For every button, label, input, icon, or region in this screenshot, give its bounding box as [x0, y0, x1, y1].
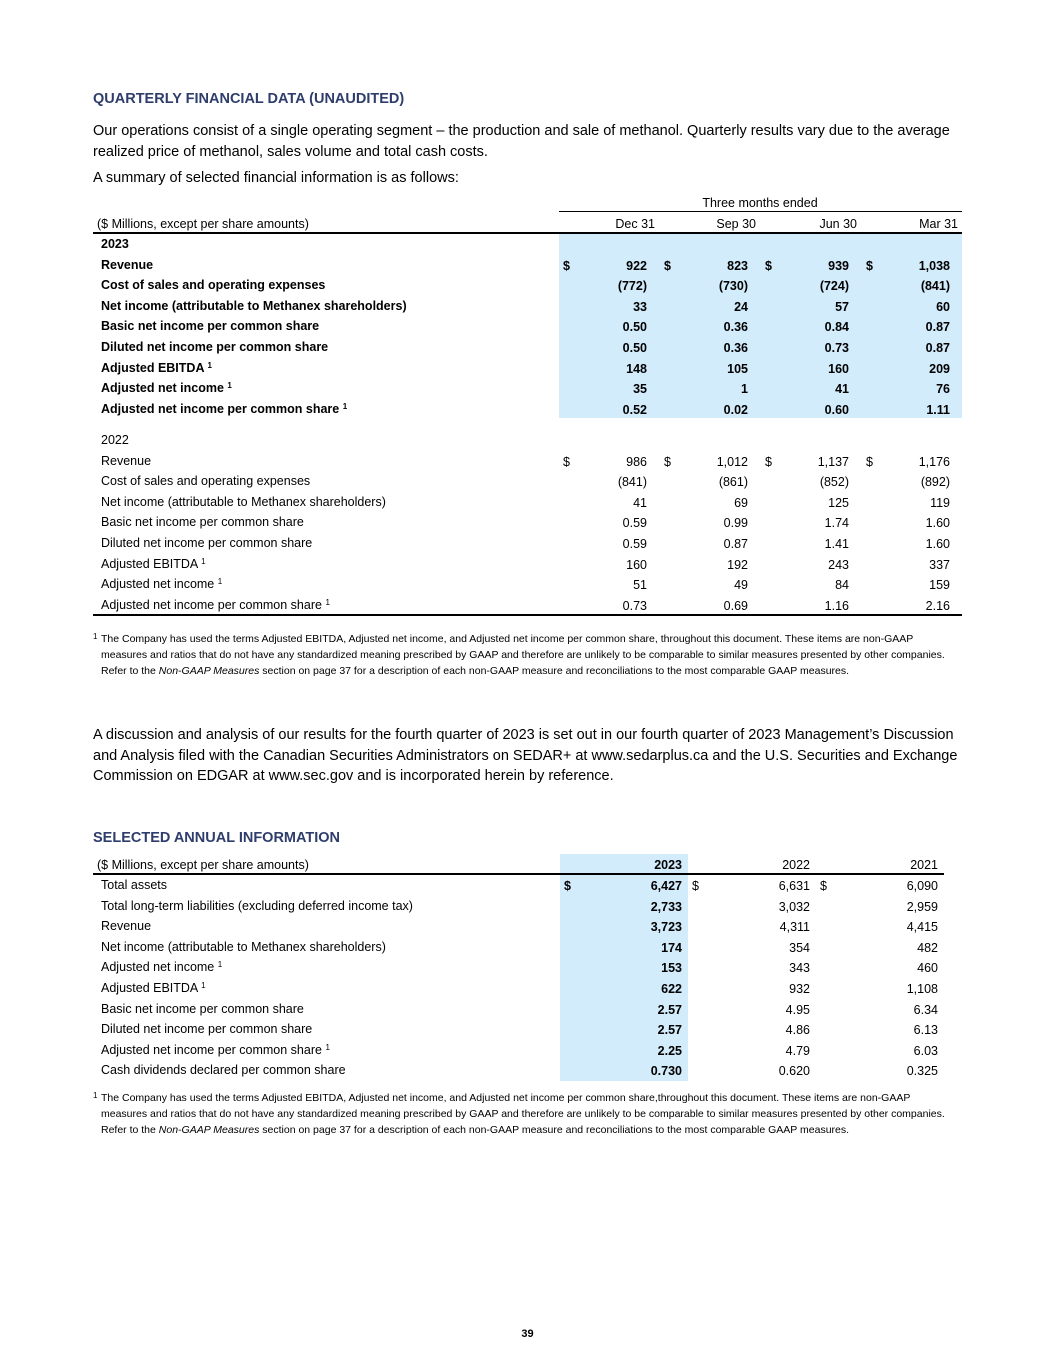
table-cell: 84 [835, 578, 849, 593]
row-label-text: Diluted net income per common share [101, 340, 329, 354]
currency-symbol: $ [664, 454, 671, 469]
footnote-reference: 1 [342, 401, 348, 411]
row-label-text: Adjusted net income [101, 381, 224, 396]
table-cell: 153 [661, 961, 682, 976]
column-header: 2021 [910, 858, 938, 872]
table-cell: 33 [633, 299, 647, 314]
row-label [101, 576, 222, 592]
currency-symbol: $ [765, 454, 772, 469]
table-cell: (730) [718, 279, 748, 294]
row-label [101, 360, 212, 376]
row-label-text: Adjusted net income per common share [101, 401, 340, 416]
page-number: 39 [521, 1328, 534, 1340]
footnote-reference: 1 [325, 597, 330, 607]
footnote-reference: 1 [207, 360, 212, 370]
table-cell: 986 [626, 454, 647, 469]
footnote-marker: 1 [93, 632, 98, 641]
row-label-text: Adjusted net income [101, 960, 215, 975]
table-cell: (841) [617, 475, 647, 490]
table-cell: 6.13 [913, 1023, 938, 1038]
table-cell: 24 [734, 299, 748, 314]
table-cell: 51 [633, 578, 647, 593]
table-cell: 1.41 [824, 537, 849, 551]
table-cell: 0.02 [723, 402, 748, 417]
year-label: 2022 [101, 433, 129, 447]
quarterly-intro-paragraph: Our operations consist of a single operating segment – the production and sale of methanol. Quarterly results vary due to the average realized price of methanol, sales volume and total cash costs. [93, 123, 950, 160]
row-label-text: Diluted net income per common share [101, 536, 313, 550]
table-cell: 6.34 [913, 1002, 938, 1017]
table-cell: 125 [828, 495, 849, 510]
table-bottom-rule [93, 614, 962, 616]
row-label-text: Basic net income per common share [101, 319, 320, 334]
table-cell: 622 [661, 982, 682, 996]
footnote-reference: 1 [217, 577, 223, 587]
column-header: Sep 30 [716, 217, 756, 231]
row-label-text: Cost of sales and operating expenses [101, 278, 326, 293]
row-label [101, 473, 310, 489]
column-header: Dec 31 [615, 217, 655, 231]
table-cell: 4.79 [785, 1043, 810, 1058]
table-cell: 0.84 [824, 320, 849, 335]
row-label [101, 318, 319, 334]
row-label [101, 1062, 346, 1078]
table-cell: 2.57 [657, 1023, 682, 1038]
column-header: Mar 31 [919, 217, 958, 231]
row-label [101, 257, 153, 273]
row-label-text: Revenue [101, 257, 154, 272]
footnote-text-end: section on page 37 for a description of each non-GAAP measure and reconciliations to the most comparable GAAP measures. [259, 665, 850, 677]
table-cell: 1 [741, 382, 748, 397]
table-cell: 41 [633, 495, 647, 510]
table-cell: 0.73 [824, 341, 849, 355]
row-label-text: Adjusted EBITDA [101, 360, 205, 375]
row-label [101, 1042, 330, 1058]
row-label-text: Revenue [101, 919, 152, 934]
currency-symbol: $ [866, 258, 873, 273]
table-cell: 4,311 [779, 920, 810, 935]
table-cell: 1.74 [824, 516, 849, 531]
footnote-reference: 1 [201, 556, 206, 566]
footnote-reference: 1 [217, 960, 223, 970]
row-label-text: Revenue [101, 453, 152, 468]
row-label-text: Cost of sales and operating expenses [101, 474, 311, 489]
currency-symbol: $ [564, 879, 571, 893]
row-label-text: Adjusted net income per common share [101, 1042, 322, 1057]
table-cell: 2,959 [906, 899, 938, 914]
table-cell: 0.87 [925, 320, 950, 335]
row-label [101, 980, 206, 996]
table-cell: 1.60 [925, 516, 950, 531]
table-cell: (841) [920, 279, 950, 294]
year-label: 2023 [101, 237, 129, 251]
quarterly-title: QUARTERLY FINANCIAL DATA (UNAUDITED) [93, 91, 405, 107]
table-cell: 1.16 [824, 598, 849, 613]
column-header: 2022 [782, 858, 810, 872]
row-label [101, 898, 413, 914]
footnote-link-text: Non-GAAP Measures [158, 665, 260, 677]
footnote-reference: 1 [201, 981, 206, 990]
table-cell: 1.11 [926, 402, 950, 417]
currency-symbol: $ [563, 454, 570, 469]
table-cell: 1,176 [918, 454, 950, 469]
annual-footnote [93, 1090, 953, 1138]
table-cell: 0.59 [622, 537, 647, 551]
row-label [101, 401, 347, 417]
table-cell: 0.36 [723, 341, 748, 355]
units-label: ($ Millions, except per share amounts) [97, 217, 309, 231]
table-cell: 343 [789, 961, 810, 976]
table-cell: 0.325 [906, 1064, 938, 1079]
footnote-text-end: section on page 37 for a description of each non-GAAP measure and reconciliations to the most comparable GAAP measures. [259, 1124, 850, 1136]
table-cell: 76 [936, 382, 950, 397]
table-cell: 0.60 [824, 402, 849, 417]
table-cell: 6.03 [913, 1043, 938, 1058]
table-cell: 0.50 [622, 341, 647, 355]
table-cell: 460 [917, 961, 938, 976]
table-cell: 192 [727, 557, 748, 572]
table-cell: 60 [936, 299, 950, 314]
footnote-reference: 1 [227, 381, 232, 391]
row-label [101, 514, 304, 530]
table-cell: 160 [828, 361, 849, 376]
table-cell: 6,631 [778, 879, 810, 893]
row-label [101, 339, 328, 355]
row-label-text: Total assets [101, 878, 168, 892]
table-cell: 6,090 [906, 879, 938, 893]
table-cell: 69 [734, 495, 748, 510]
table-cell: 148 [626, 361, 647, 376]
table-cell: 105 [727, 361, 748, 376]
table-cell: 0.99 [723, 516, 748, 531]
row-label-text: Basic net income per common share [101, 515, 304, 530]
row-label-text: Cash dividends declared per common share [101, 1063, 346, 1078]
row-label [101, 597, 330, 613]
table-cell: 4.95 [785, 1002, 810, 1017]
table-cell: 1,038 [918, 258, 950, 273]
row-label-text: Net income (attributable to Methanex shareholders) [101, 298, 407, 313]
table-cell: 4.86 [785, 1023, 810, 1038]
table-cell: 932 [789, 982, 810, 996]
table-cell: 482 [917, 940, 938, 955]
table-cell: 2.25 [657, 1043, 682, 1058]
table-cell: 119 [930, 495, 950, 510]
quarterly-summary-sentence: A summary of selected financial information is as follows: [93, 170, 459, 186]
footnote-text: The Company has used the terms Adjusted EBITDA, Adjusted net income, and Adjusted net income per common share, throughout this document. These items are non-GAAP measures and ratios that do not have any standardized meaning prescribed by GAAP and therefore are unlikely to be comparable to similar measures presented by other companies. Refer to the [101, 633, 945, 677]
footnote-text: The Company has used the terms Adjusted EBITDA, Adjusted net income, and Adjusted net income per common share,throughout this document. These items are non-GAAP measures and ratios that do not have any standardized meaning prescribed by GAAP and therefore are unlikely to be comparable to similar measures presented by other companies. Refer to the [101, 1092, 945, 1136]
table-cell: 1,137 [817, 454, 849, 469]
table-cell: 2,733 [650, 899, 682, 914]
header-bottom-rule [93, 232, 962, 234]
table-cell: 41 [835, 382, 849, 397]
row-label-text: Adjusted EBITDA [101, 556, 198, 571]
table-cell: 6,427 [650, 879, 682, 893]
table-cell: 159 [929, 578, 950, 593]
row-label-text: Diluted net income per common share [101, 1022, 313, 1037]
currency-symbol: $ [820, 879, 827, 893]
table-cell: 49 [734, 578, 748, 593]
annual-title: SELECTED ANNUAL INFORMATION [93, 830, 341, 846]
row-label [101, 939, 386, 955]
table-cell: 0.59 [622, 516, 647, 531]
table-cell: 922 [626, 258, 647, 273]
table-cell: 35 [633, 382, 647, 397]
table-cell: 354 [789, 940, 810, 955]
header-bottom-rule [93, 873, 944, 875]
table-cell: 0.73 [622, 598, 647, 613]
row-label-text: Adjusted net income per common share [101, 597, 322, 612]
table-cell: 1.60 [925, 537, 950, 551]
units-label: ($ Millions, except per share amounts) [97, 858, 309, 872]
row-label-text: Adjusted net income [101, 577, 215, 592]
table-cell: 57 [835, 299, 849, 314]
currency-symbol: $ [664, 258, 671, 273]
row-label [101, 918, 151, 934]
row-label [101, 877, 167, 893]
table-cell: 243 [828, 557, 849, 572]
row-label [101, 298, 407, 314]
currency-symbol: $ [866, 454, 873, 469]
header-group-label: Three months ended [702, 196, 818, 210]
currency-symbol: $ [563, 258, 570, 273]
table-cell: 2.57 [657, 1002, 682, 1017]
table-cell: 4,415 [906, 920, 938, 935]
table-cell: 0.87 [723, 537, 748, 551]
table-cell: 1,012 [716, 454, 748, 469]
table-cell: 174 [661, 940, 682, 955]
row-label-text: Basic net income per common share [101, 1001, 304, 1016]
row-label [101, 1001, 304, 1017]
table-cell: 823 [727, 258, 748, 273]
row-label [101, 556, 206, 572]
row-label-text: Net income (attributable to Methanex shareholders) [101, 494, 386, 509]
table-cell: 160 [626, 557, 647, 572]
table-cell: 0.50 [622, 320, 647, 335]
column-header: 2023 [654, 858, 682, 872]
discussion-paragraph: A discussion and analysis of our results for the fourth quarter of 2023 is set out in our fourth quarter of 2023 Management’s Discussion and Analysis filed with the Canadian Securities Administrators on SEDAR+ at www.sedarplus.ca and the U.S. Securities and Exchange Commission on EDGAR at www.sec.gov and is incorporated herein by reference. [93, 727, 958, 784]
table-cell: (852) [819, 475, 849, 490]
quarterly-footnote [93, 631, 953, 679]
currency-symbol: $ [765, 258, 772, 273]
row-label [101, 959, 222, 975]
table-cell: 3,032 [778, 899, 810, 914]
row-label-text: Net income (attributable to Methanex shareholders) [101, 939, 386, 954]
row-label [101, 277, 325, 293]
header-group-rule [559, 211, 962, 212]
table-cell: (772) [617, 279, 647, 294]
row-label-text: Adjusted EBITDA [101, 981, 198, 995]
row-label [101, 1021, 312, 1037]
table-cell: 209 [929, 361, 950, 376]
table-cell: (892) [920, 475, 950, 490]
row-label [101, 453, 151, 469]
table-cell: 3,723 [650, 920, 682, 935]
table-cell: 0.69 [723, 598, 748, 613]
footnote-link-text: Non-GAAP Measures [158, 1124, 260, 1136]
footnote-marker: 1 [93, 1091, 98, 1100]
row-label [101, 380, 232, 396]
table-cell: 1,108 [906, 982, 938, 996]
table-cell: 337 [929, 557, 950, 572]
currency-symbol: $ [692, 879, 699, 893]
row-label-text: Total long-term liabilities (excluding deferred income tax) [101, 898, 413, 913]
row-label [101, 535, 312, 551]
table-cell: 0.620 [778, 1064, 810, 1079]
table-cell: (724) [819, 279, 849, 294]
table-cell: 0.87 [925, 341, 950, 355]
column-header: Jun 30 [819, 217, 857, 231]
table-cell: 0.730 [650, 1064, 682, 1079]
table-cell: 939 [828, 258, 849, 273]
table-cell: 0.36 [723, 320, 748, 335]
table-cell: 0.52 [622, 402, 647, 417]
table-cell: 2.16 [925, 598, 950, 613]
table-cell: (861) [718, 475, 748, 490]
footnote-reference: 1 [325, 1042, 330, 1052]
row-label [101, 494, 386, 510]
